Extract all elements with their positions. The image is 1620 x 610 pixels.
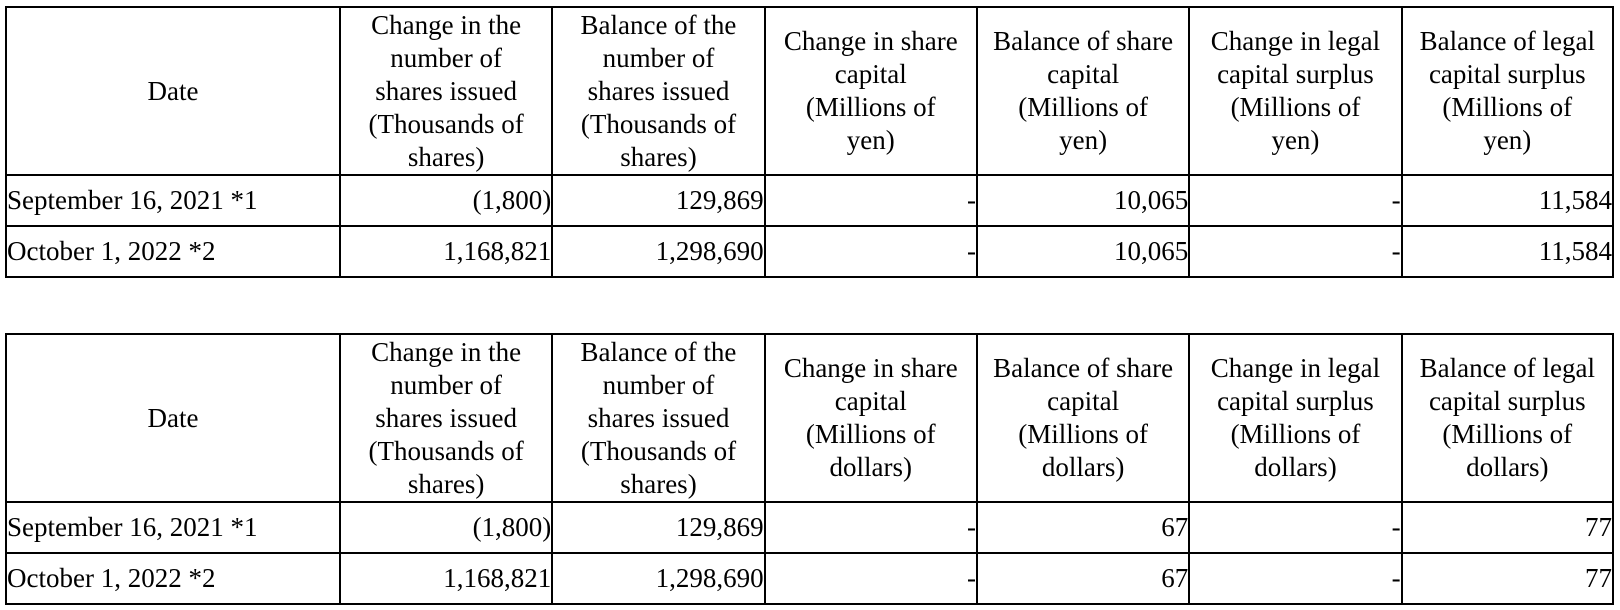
cell-change-share-capital: - xyxy=(765,226,977,277)
header-balance-share-capital: Balance of share capital (Millions of dollars) xyxy=(977,334,1189,502)
header-change-shares-issued: Change in the number of shares issued (Thousands of shares) xyxy=(340,7,552,175)
header-change-share-capital: Change in share capital (Millions of dollars) xyxy=(765,334,977,502)
share-capital-table-yen xyxy=(5,6,1614,278)
cell-balance-shares-issued: 1,298,690 xyxy=(552,553,764,604)
header-change-shares-issued: Change in the number of shares issued (Thousands of shares) xyxy=(340,334,552,502)
cell-change-shares-issued: 1,168,821 xyxy=(340,226,552,277)
cell-balance-share-capital: 10,065 xyxy=(977,226,1189,277)
header-date: Date xyxy=(6,334,340,502)
header-change-legal-capital-surplus: Change in legal capital surplus (Millions of yen) xyxy=(1189,7,1401,175)
table-row xyxy=(6,226,1613,277)
cell-date: September 16, 2021 *1 xyxy=(6,502,340,553)
share-capital-table-dollars xyxy=(5,333,1614,605)
cell-balance-share-capital: 67 xyxy=(977,502,1189,553)
cell-balance-legal-capital-surplus: 77 xyxy=(1402,553,1613,604)
cell-change-shares-issued: (1,800) xyxy=(340,502,552,553)
header-row xyxy=(6,334,1613,502)
cell-date: October 1, 2022 *2 xyxy=(6,226,340,277)
cell-change-share-capital: - xyxy=(765,502,977,553)
header-change-legal-capital-surplus: Change in legal capital surplus (Millions of dollars) xyxy=(1189,334,1401,502)
table-row xyxy=(6,553,1613,604)
table-row xyxy=(6,175,1613,226)
header-row xyxy=(6,7,1613,175)
header-balance-shares-issued: Balance of the number of shares issued (Thousands of shares) xyxy=(552,334,764,502)
table-row xyxy=(6,502,1613,553)
cell-balance-shares-issued: 129,869 xyxy=(552,175,764,226)
header-change-share-capital: Change in share capital (Millions of yen) xyxy=(765,7,977,175)
cell-change-share-capital: - xyxy=(765,553,977,604)
cell-change-legal-capital-surplus: - xyxy=(1189,502,1401,553)
header-balance-shares-issued: Balance of the number of shares issued (Thousands of shares) xyxy=(552,7,764,175)
cell-change-shares-issued: 1,168,821 xyxy=(340,553,552,604)
cell-change-share-capital: - xyxy=(765,175,977,226)
cell-balance-share-capital: 10,065 xyxy=(977,175,1189,226)
cell-balance-shares-issued: 1,298,690 xyxy=(552,226,764,277)
cell-date: October 1, 2022 *2 xyxy=(6,553,340,604)
cell-change-legal-capital-surplus: - xyxy=(1189,226,1401,277)
header-balance-legal-capital-surplus: Balance of legal capital surplus (Millions of dollars) xyxy=(1402,334,1613,502)
cell-balance-legal-capital-surplus: 77 xyxy=(1402,502,1613,553)
cell-balance-legal-capital-surplus: 11,584 xyxy=(1402,175,1613,226)
cell-change-legal-capital-surplus: - xyxy=(1189,175,1401,226)
cell-change-legal-capital-surplus: - xyxy=(1189,553,1401,604)
cell-balance-shares-issued: 129,869 xyxy=(552,502,764,553)
header-date: Date xyxy=(6,7,340,175)
cell-date: September 16, 2021 *1 xyxy=(6,175,340,226)
header-balance-legal-capital-surplus: Balance of legal capital surplus (Millions of yen) xyxy=(1402,7,1613,175)
header-balance-share-capital: Balance of share capital (Millions of yen) xyxy=(977,7,1189,175)
cell-balance-legal-capital-surplus: 11,584 xyxy=(1402,226,1613,277)
cell-change-shares-issued: (1,800) xyxy=(340,175,552,226)
cell-balance-share-capital: 67 xyxy=(977,553,1189,604)
